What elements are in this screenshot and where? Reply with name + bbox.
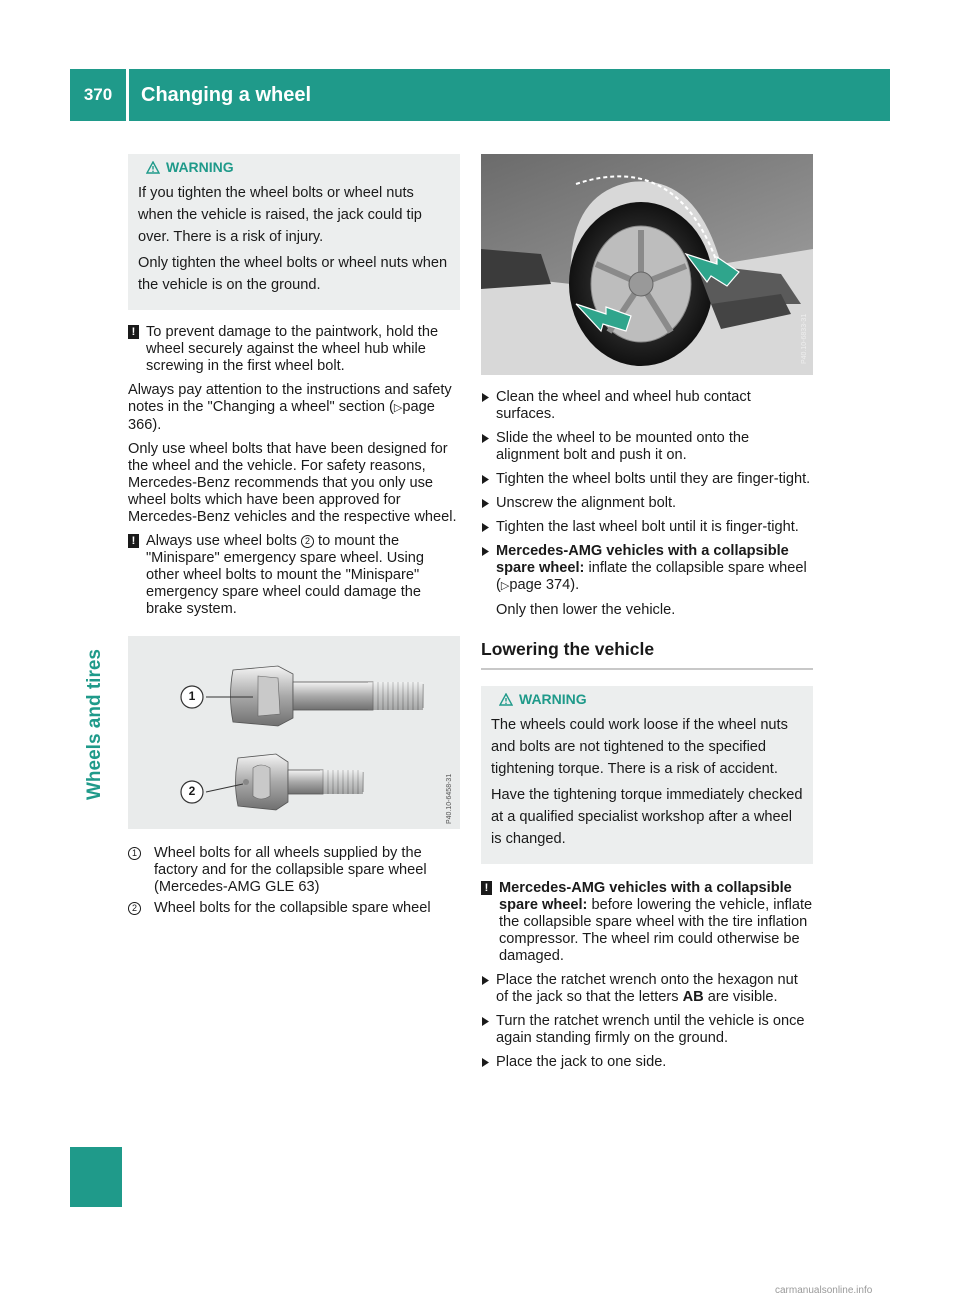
warning-box [481,686,813,864]
callout-1-icon: 1 [128,847,141,860]
page-title: Changing a wheel [141,83,312,106]
instruction-step: Turn the ratchet wrench until the vehicle is once again standing firmly on the ground. [481,1013,813,1047]
step-arrow-icon [481,1016,490,1027]
page-link[interactable]: page 374). [509,577,580,593]
page-number: 370 [83,85,113,104]
page-link[interactable]: page 366). [128,399,435,433]
warning-text: The wheels could work loose if the wheel nuts and bolts are not tightened to the specified tightening torque. There is a risk of accident. [491,717,788,777]
step-arrow-icon [481,433,490,444]
warning-triangle-icon [146,161,160,174]
wheel-mounting-illustration [481,154,813,375]
note-icon: ! [128,534,139,548]
instruction-step: Slide the wheel to be mounted onto the alignment bolt and push it on. [481,430,813,464]
wheel-mounting-image [481,154,813,375]
instruction-step: Mercedes-AMG vehicles with a collapsible spare wheel: inflate the collapsible spare wheel (▷page 374). [481,543,813,595]
instruction-step: Tighten the last wheel bolt until it is finger-tight. [481,519,813,536]
wheel-bolts-image [128,636,460,829]
warning-text: Only tighten the wheel bolts or wheel nuts when the vehicle is on the ground. [138,255,448,293]
note: ! Always use wheel bolts 2 to mount the "Minispare" emergency spare wheel. Using other wheel bolts to mount the "Minispare" emergency spare wheel could damage the brake system. [128,533,460,618]
page-ref-triangle-icon: ▷ [500,580,510,592]
note-icon: ! [481,881,492,895]
callout-2-icon: 2 [128,902,141,915]
paragraph: Only use wheel bolts that have been designed for the wheel and the vehicle. For safety reasons, Mercedes-Benz recommends that you only use wheel bolts which have been approved for Mercedes-Benz vehicles and the respective wheel. [128,441,457,525]
header-divider [126,69,129,121]
instruction-step: Unscrew the alignment bolt. [481,495,813,512]
legend-item: 1 Wheel bolts for all wheels supplied by the factory and for the collapsible spare wheel (Mercedes-AMG GLE 63) [128,845,460,896]
step-arrow-icon [481,546,490,557]
paragraph: Always pay attention to the instructions and safety notes in the "Changing a wheel" section (▷page 366). [128,382,452,433]
step-arrow-icon [481,522,490,533]
step-arrow-icon [481,975,490,986]
step-arrow-icon [481,1057,490,1068]
warning-box [128,154,460,310]
wheel-bolts-illustration [128,636,460,829]
instruction-step: Clean the wheel and wheel hub contact surfaces. [481,389,813,423]
step-arrow-icon [481,392,490,403]
image-code: P40.10-6833-31 [801,313,808,364]
warning-triangle-icon [499,693,513,706]
step-arrow-icon [481,498,490,509]
warning-heading: WARNING [146,159,450,175]
step-arrow-icon [481,474,490,485]
legend-item: 2 Wheel bolts for the collapsible spare wheel [128,900,460,917]
callout-1-label: 1 [188,689,196,703]
left-column [128,154,460,921]
instruction-step: Place the ratchet wrench onto the hexagon nut of the jack so that the letters AB are visible. [481,972,813,1006]
note: ! To prevent damage to the paintwork, hold the wheel securely against the wheel hub while screwing in the first wheel bolt. [128,324,460,375]
warning-text: Have the tightening torque immediately checked at a qualified specialist workshop after a wheel is changed. [491,787,803,847]
section-heading: Lowering the vehicle [481,639,813,670]
side-section-tab [70,1147,122,1207]
right-column [481,154,813,1078]
note: ! Mercedes-AMG vehicles with a collapsible spare wheel: before lowering the vehicle, inflate the collapsible spare wheel with the tire inflation compressor. The wheel rim could otherwise be damaged. [481,880,813,965]
instruction-step: Place the jack to one side. [481,1054,813,1071]
callout-2-icon: 2 [301,535,314,548]
image-code: P40.10-6458-31 [446,773,453,824]
paragraph: Only then lower the vehicle. [496,602,676,618]
instruction-step: Tighten the wheel bolts until they are finger-tight. [481,471,813,488]
page-ref-triangle-icon: ▷ [393,402,403,414]
callout-2-label: 2 [188,784,196,798]
watermark-footer[interactable]: carmanualsonline.info [775,1285,873,1296]
warning-text: If you tighten the wheel bolts or wheel nuts when the vehicle is raised, the jack could tip over. There is a risk of injury. [138,185,422,245]
note-icon: ! [128,325,139,339]
warning-heading: WARNING [499,691,803,707]
